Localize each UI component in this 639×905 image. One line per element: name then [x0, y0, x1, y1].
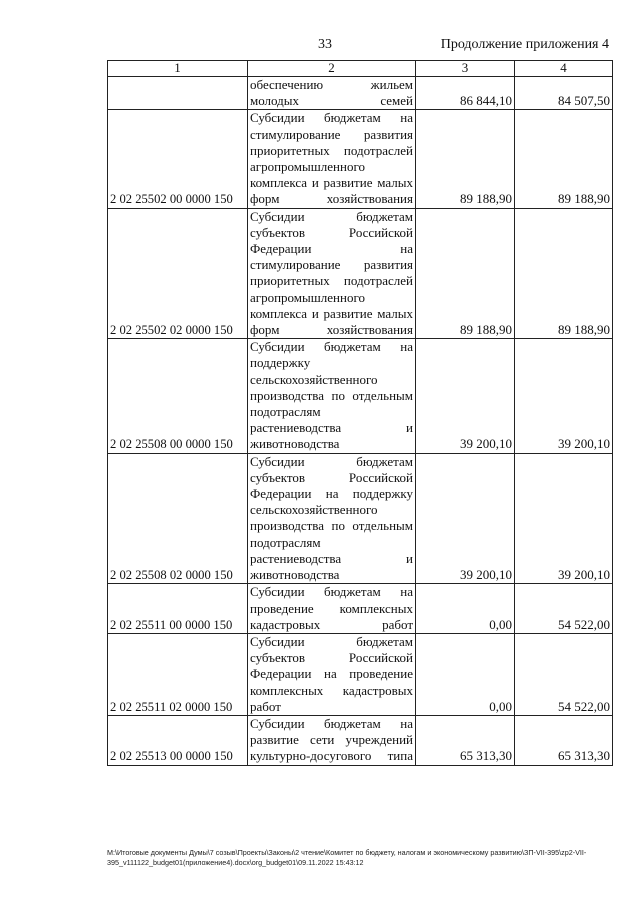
income-name: Субсидии бюджетам субъектов Российской Федерации на стимулирование развития приоритетных подотраслей агропромышленного комплекса и развитие малых форм хозяйствования	[248, 208, 416, 339]
amount-col4: 39 200,10	[515, 339, 613, 453]
budget-code: 2 02 25508 02 0000 150	[108, 453, 248, 584]
column-number-row	[108, 61, 613, 77]
income-name: обеспечению жильем молодых семей	[248, 77, 416, 110]
amount-col4: 65 313,30	[515, 715, 613, 765]
amount-col3: 89 188,90	[416, 110, 515, 208]
amount-col3: 0,00	[416, 584, 515, 634]
table-row	[108, 77, 613, 110]
amount-col3: 0,00	[416, 633, 515, 715]
amount-col3: 39 200,10	[416, 453, 515, 584]
amount-col4: 54 522,00	[515, 633, 613, 715]
amount-col3: 86 844,10	[416, 77, 515, 110]
income-name: Субсидии бюджетам субъектов Российской Федерации на поддержку сельскохозяйственного производства по отдельным подотраслям растениеводства и животноводства	[248, 453, 416, 584]
budget-code: 2 02 25508 00 0000 150	[108, 339, 248, 453]
income-name: Субсидии бюджетам на развитие сети учреждений культурно-досугового типа	[248, 715, 416, 765]
amount-col4: 54 522,00	[515, 584, 613, 634]
budget-code: 2 02 25502 02 0000 150	[108, 208, 248, 339]
income-name: Субсидии бюджетам на проведение комплексных кадастровых работ	[248, 584, 416, 634]
table-row	[108, 633, 613, 715]
amount-col3: 65 313,30	[416, 715, 515, 765]
column-number: 2	[248, 61, 416, 77]
budget-code: 2 02 25511 00 0000 150	[108, 584, 248, 634]
page-number: 33	[318, 37, 332, 52]
income-name: Субсидии бюджетам субъектов Российской Федерации на проведение комплексных кадастровых работ	[248, 633, 416, 715]
document-path-footer: М:\Итоговые документы Думы\7 созыв\Проекты\Законы\2 чтение\Комитет по бюджету, налогам и экономическому развитию\ЗП-VII-395\zp2-VII-395_v111122_budget01(приложение4).docx\org_budget01\09.11.2022 15:43:12	[107, 848, 587, 867]
income-name: Субсидии бюджетам на стимулирование развития приоритетных подотраслей агропромышленного комплекса и развитие малых форм хозяйствования	[248, 110, 416, 208]
column-number: 4	[515, 61, 613, 77]
budget-code: 2 02 25513 00 0000 150	[108, 715, 248, 765]
table-row	[108, 339, 613, 453]
budget-code	[108, 77, 248, 110]
budget-code: 2 02 25502 00 0000 150	[108, 110, 248, 208]
amount-col4: 39 200,10	[515, 453, 613, 584]
budget-table	[107, 60, 613, 766]
amount-col3: 39 200,10	[416, 339, 515, 453]
budget-code: 2 02 25511 02 0000 150	[108, 633, 248, 715]
table-row	[108, 453, 613, 584]
table-row	[108, 208, 613, 339]
table-row	[108, 715, 613, 765]
column-number: 1	[108, 61, 248, 77]
amount-col4: 84 507,50	[515, 77, 613, 110]
table-row	[108, 584, 613, 634]
continuation-caption: Продолжение приложения 4	[440, 37, 609, 52]
table-row	[108, 110, 613, 208]
amount-col4: 89 188,90	[515, 110, 613, 208]
amount-col3: 89 188,90	[416, 208, 515, 339]
column-number: 3	[416, 61, 515, 77]
amount-col4: 89 188,90	[515, 208, 613, 339]
income-name: Субсидии бюджетам на поддержку сельскохозяйственного производства по отдельным подотраслям растениеводства и животноводства	[248, 339, 416, 453]
